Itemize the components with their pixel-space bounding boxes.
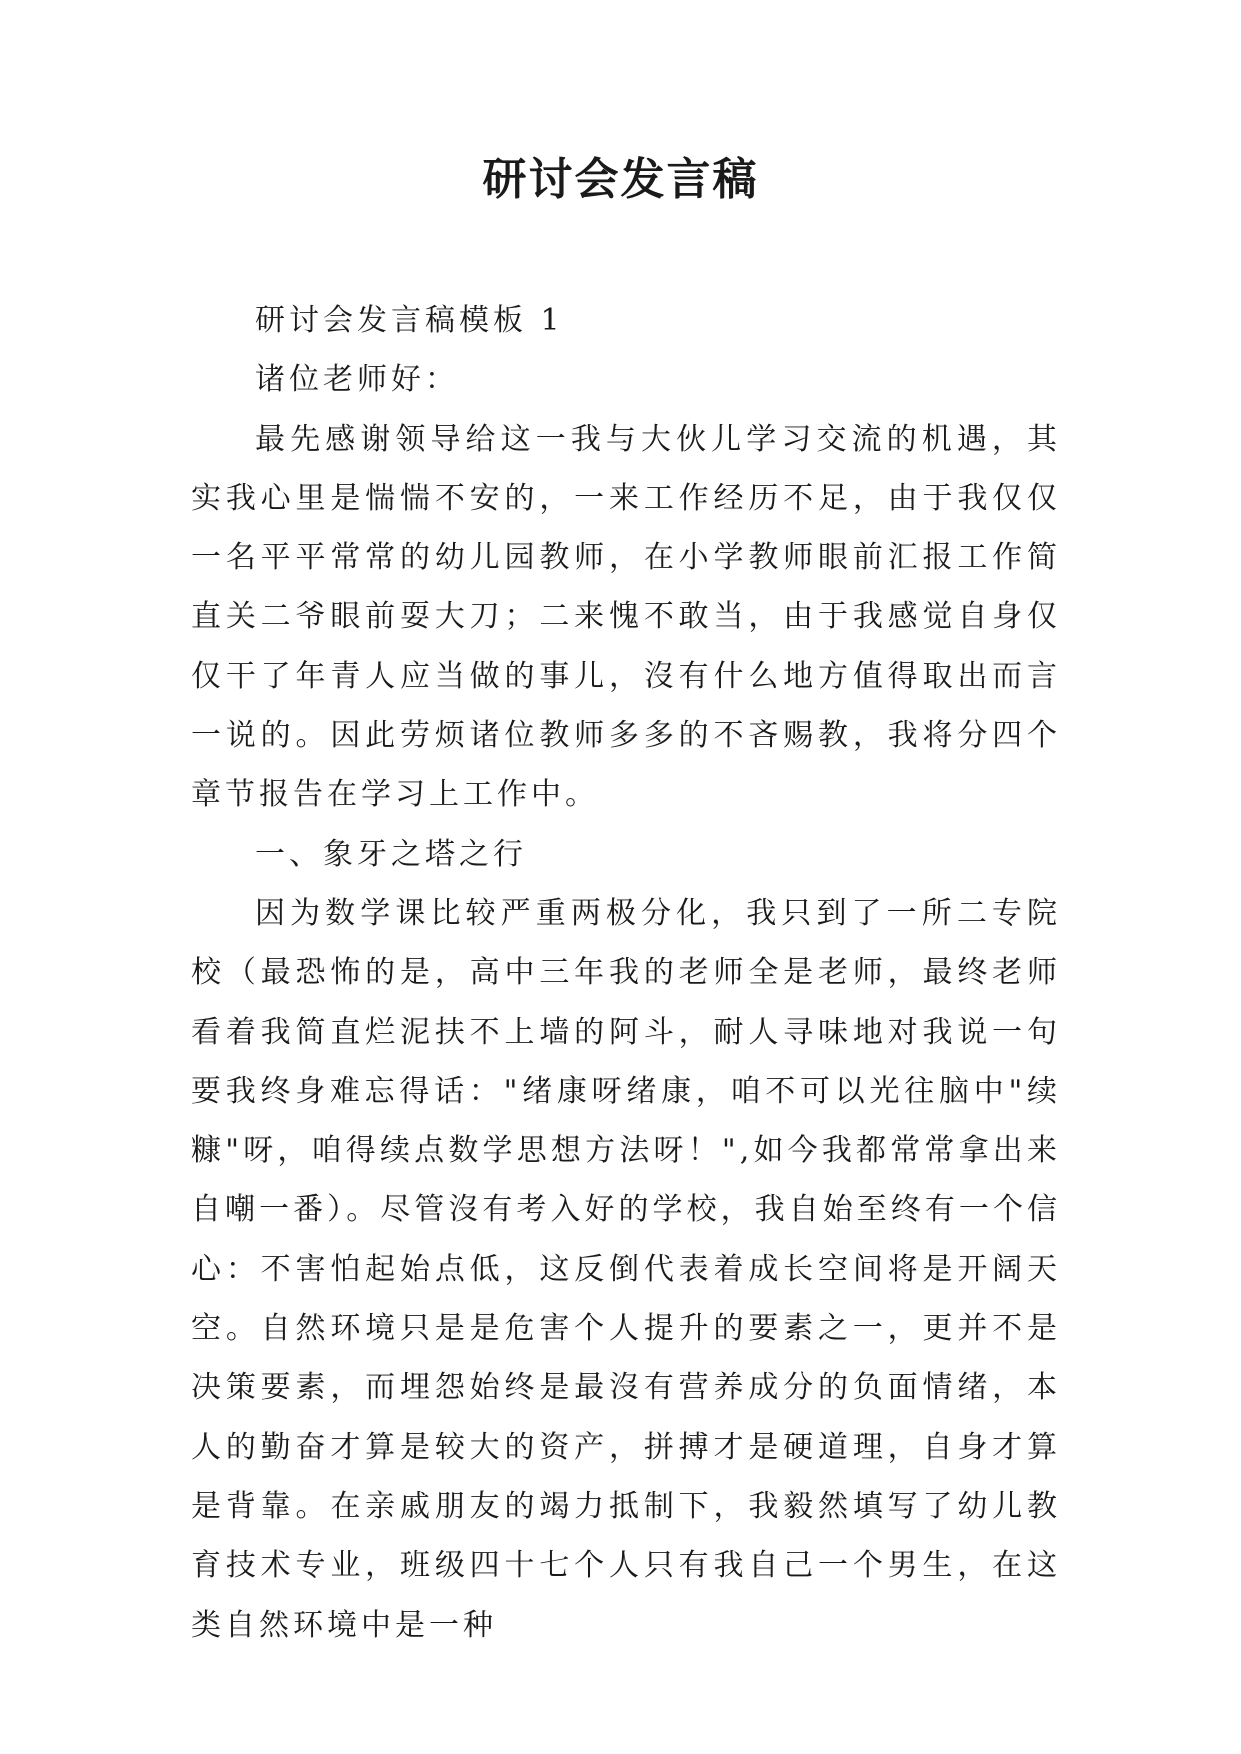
salutation: 诸位老师好：	[255, 362, 459, 398]
section-heading: 一、象牙之塔之行	[255, 836, 527, 872]
paragraph-introduction: 最先感谢领导给这一我与大伙儿学习交流的机遇，其实我心里是惴惴不安的，一来工作经历不足，由于我仅仅一名平平常常的幼儿园教师，在小学教师眼前汇报工作简直关二爷眼前耍大刀；二来愧不敢当，由于我感觉自身仅仅干了年青人应当做的事儿，沒有什么地方值得取出而言一说的。因此劳烦诸位教师多多的不吝赐教，我将分四个章节报告在学习上工作中。	[191, 421, 1061, 813]
paragraph-section-one: 因为数学课比较严重两极分化，我只到了一所二专院校（最恐怖的是，高中三年我的老师全是老师，最终老师看着我简直烂泥扶不上墙的阿斗，耐人寻味地对我说一句要我终身难忘得话："绪康呀绪康，咱不可以光往脑中"续糠"呀，咱得续点数学思想方法呀！",如今我都常常拿出来自嘲一番）。尽管沒有考入好的学校，我自始至终有一个信心：不害怕起始点低，这反倒代表着成长空间将是开阔天空。自然环境只是是危害个人提升的要素之一，更并不是决策要素，而埋怨始终是最沒有营养成分的负面情绪，本人的勤奋才算是较大的资产，拼搏才是硬道理，自身才算是背靠。在亲戚朋友的竭力抵制下，我毅然填写了幼儿教育技术专业，班级四十七个人只有我自己一个男生，在这类自然环境中是一种	[191, 895, 1061, 1643]
document-title: 研讨会发言稿	[482, 154, 759, 205]
document-body	[191, 291, 1061, 1655]
template-heading: 研讨会发言稿模板 1	[255, 303, 564, 338]
